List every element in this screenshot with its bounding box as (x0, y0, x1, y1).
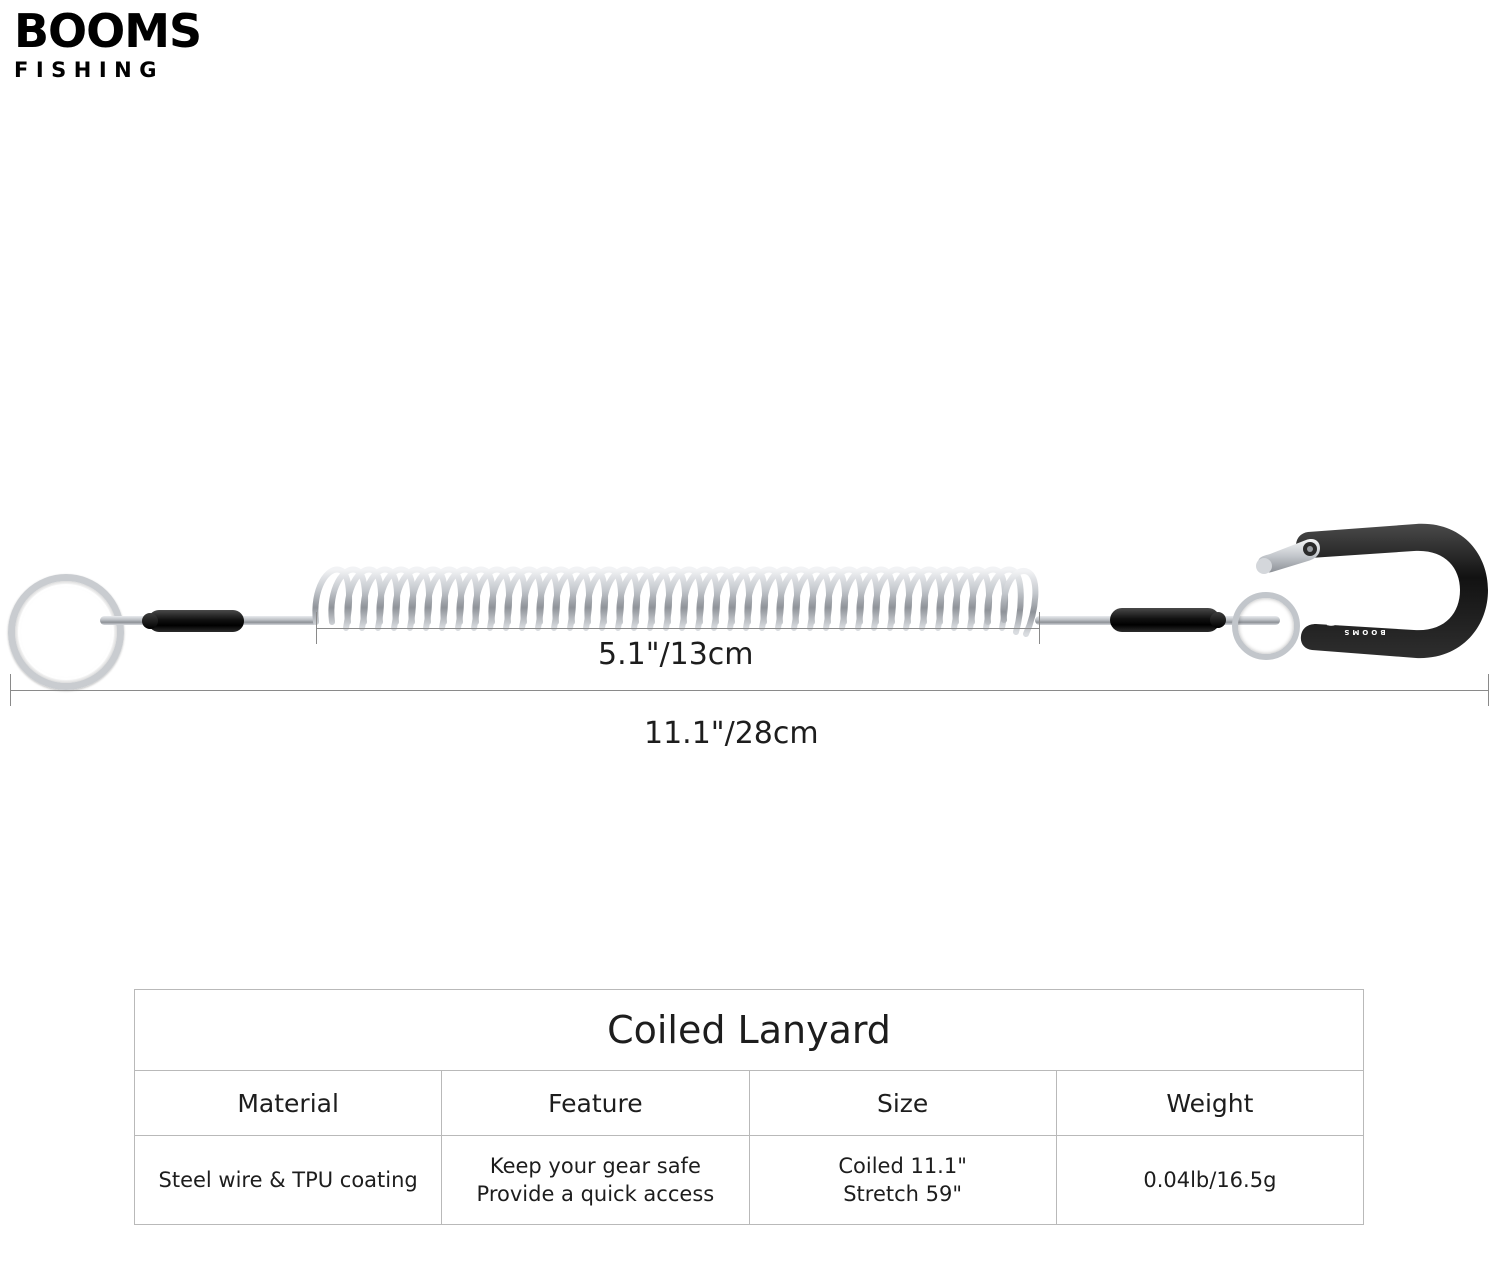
spec-header-material: Material (135, 1071, 442, 1136)
spec-value-weight: 0.04lb/16.5g (1056, 1136, 1363, 1225)
dimension-tick-inner-right (1039, 612, 1040, 644)
brand-name: BOOMS (14, 4, 202, 58)
table-row-title (135, 990, 1364, 1071)
heat-shrink-sleeve-right (1110, 608, 1220, 632)
spec-header-feature: Feature (442, 1071, 749, 1136)
brand-subtitle: FISHING (14, 58, 164, 82)
dimension-line-outer (10, 690, 1488, 691)
spec-value-size (749, 1136, 1056, 1225)
spec-header-weight: Weight (1056, 1071, 1363, 1136)
dimension-tick-inner-left (316, 612, 317, 644)
spec-table-title: Coiled Lanyard (135, 990, 1364, 1071)
carabiner-brand-small: BOOMS (1341, 628, 1386, 636)
spec-value-feature-line1: Keep your gear safe (489, 1153, 701, 1178)
spec-value-size-line1: Coiled 11.1" (838, 1153, 967, 1178)
spec-value-size-line2: Stretch 59" (843, 1182, 963, 1206)
split-key-ring (8, 574, 124, 690)
brand-subtitle-wrap (14, 60, 274, 81)
dimension-tick-outer-right (1488, 674, 1489, 706)
dimension-label-total: 11.1"/28cm (644, 716, 819, 751)
heat-shrink-sleeve-left (148, 610, 244, 632)
spec-value-feature-line2: Provide a quick access (476, 1182, 715, 1206)
carabiner-clip (1248, 510, 1498, 670)
dimension-label-coil: 5.1"/13cm (598, 637, 754, 672)
spec-value-feature (442, 1136, 749, 1225)
table-row-headers (135, 1071, 1364, 1136)
spec-table (134, 989, 1364, 1225)
brand-logo (14, 4, 274, 82)
dimension-tick-outer-left (10, 674, 11, 706)
spec-header-size: Size (749, 1071, 1056, 1136)
dimension-line-inner (316, 628, 1039, 629)
table-row (135, 1136, 1364, 1225)
carabiner-brand-main: BOOMS (1325, 607, 1402, 629)
spec-value-material: Steel wire & TPU coating (135, 1136, 442, 1225)
